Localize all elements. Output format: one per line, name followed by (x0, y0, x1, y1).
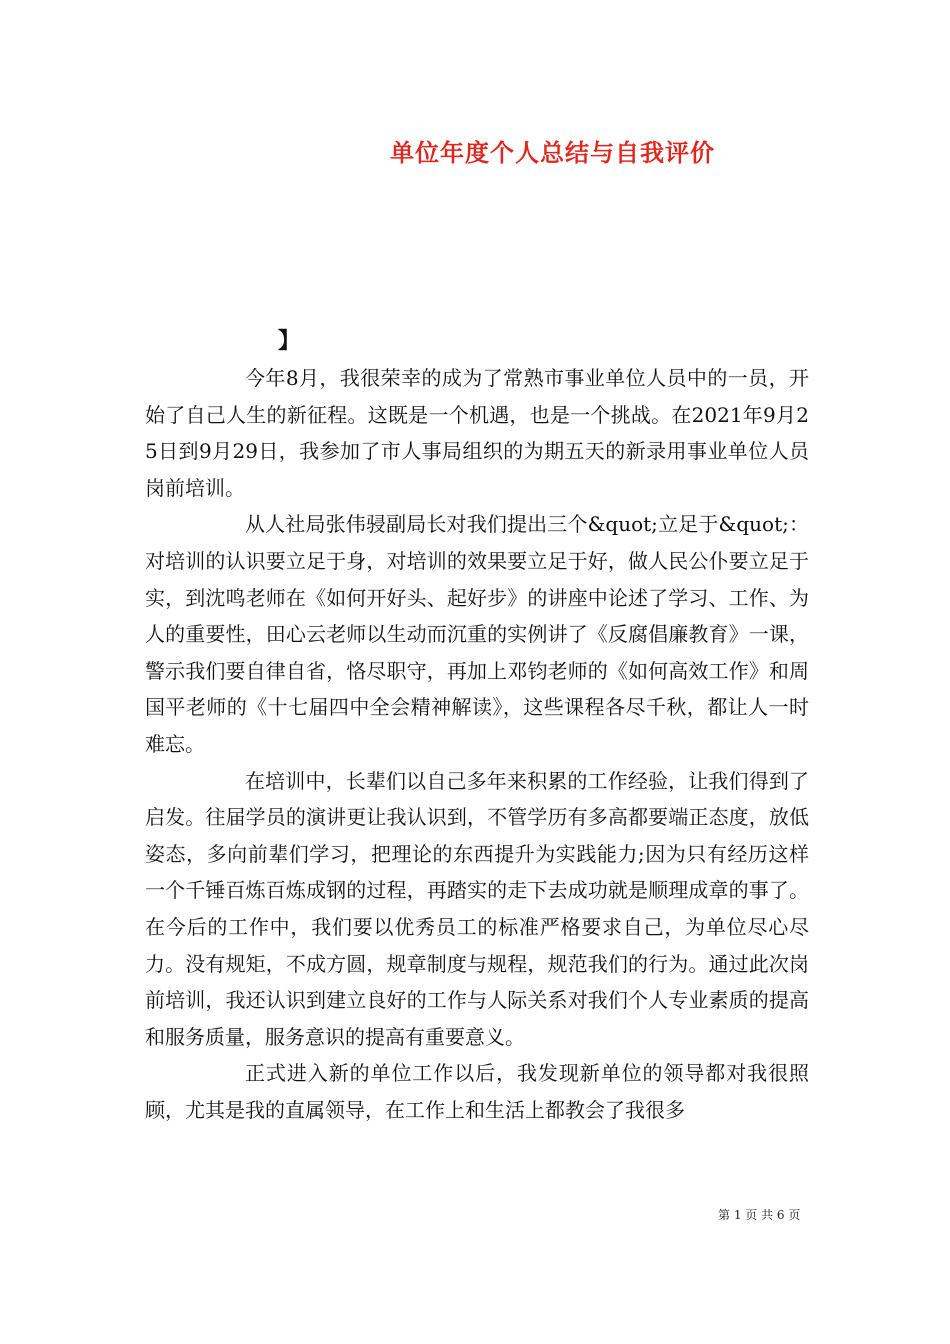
paragraph-2: 从人社局张伟骎副局长对我们提出三个&quot;立足于&quot;：对培训的认识要立足于身，对培训的效果要立足于好，做人民公仆要立足于实，到沈鸣老师在《如何开好头、起好步》的讲座中论述了学习、工作、为人的重要性，田心云老师以生动而沉重的实例讲了《反腐倡廉教育》一课，警示我们要自律自省，恪尽职守，再加上邓钧老师的《如何高效工作》和周国平老师的《十七届四中全会精神解读》，这些课程各尽千秋，都让人一时难忘。 (145, 512, 809, 756)
document-title: 单位年度个人总结与自我评价 (390, 138, 715, 167)
paragraph-1: 今年8月，我很荣幸的成为了常熟市事业单位人员中的一员，开始了自己人生的新征程。这既是一个机遇，也是一个挑战。在2021年9月25日到9月29日，我参加了市人事局组织的为期五天的新录用事业单位人员岗前培训。 (145, 366, 809, 500)
bracket-mark: 】 (278, 328, 301, 354)
document-body (145, 360, 809, 1128)
page-number-footer: 第 1 页 共 6 页 (718, 1208, 801, 1222)
paragraph-4: 正式进入新的单位工作以后，我发现新单位的领导都对我很照顾，尤其是我的直属领导，在工作上和生活上都教会了我很多 (145, 1061, 809, 1122)
paragraph-3: 在培训中，长辈们以自己多年来积累的工作经验，让我们得到了启发。往届学员的演讲更让我认识到，不管学历有多高都要端正态度，放低姿态，多向前辈们学习，把理论的东西提升为实践能力;因为只有经历这样一个千锤百炼百炼成钢的过程，再踏实的走下去成功就是顺理成章的事了。在今后的工作中，我们要以优秀员工的标准严格要求自己，为单位尽心尽力。没有规矩，不成方圆，规章制度与规程，规范我们的行为。通过此次岗前培训，我还认识到建立良好的工作与人际关系对我们个人专业素质的提高和服务质量，服务意识的提高有重要意义。 (145, 768, 809, 1049)
